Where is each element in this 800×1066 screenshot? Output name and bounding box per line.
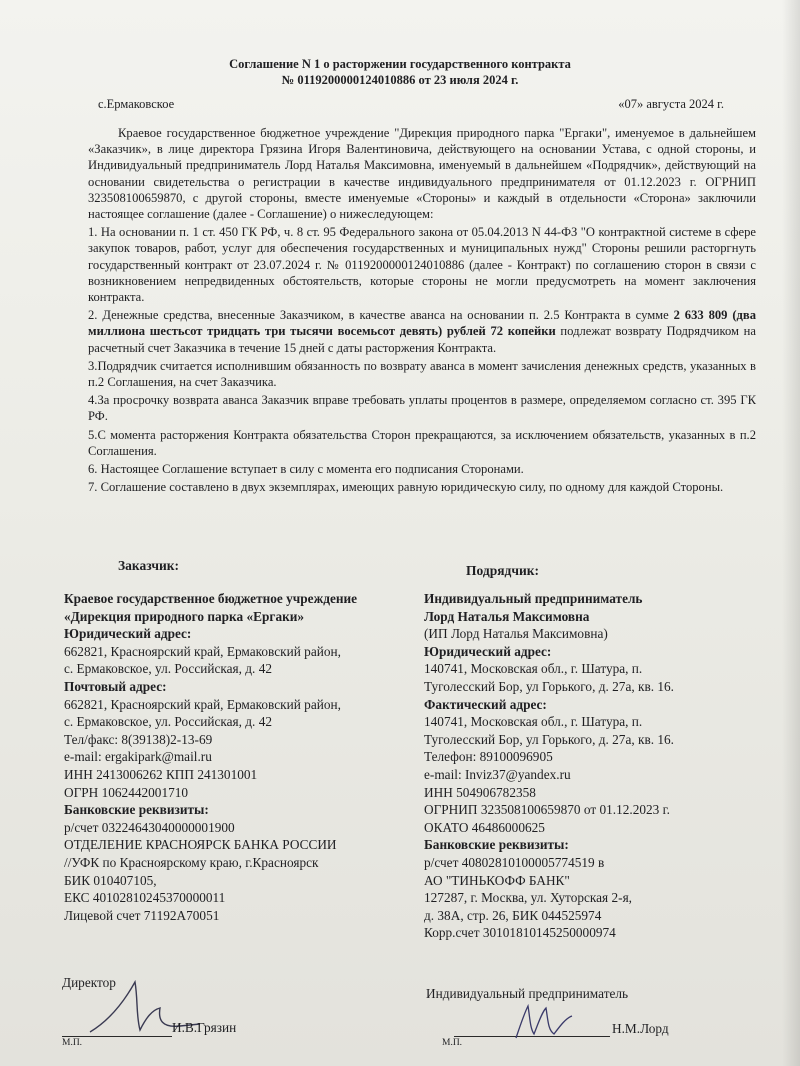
- customer-account: р/счет 03224643040000001900: [64, 819, 235, 835]
- clause-6: 6. Настоящее Соглашение вступает в силу с момента его подписания Сторонами.: [88, 462, 524, 477]
- customer-postal-2: с. Ермаковское, ул. Российская, д. 42: [64, 714, 272, 730]
- contractor-bank-address-2: д. 38А, стр. 26, БИК 044525974: [424, 907, 602, 923]
- customer-eks: ЕКС 40102810245370000011: [64, 890, 226, 906]
- document-title: [0, 56, 800, 88]
- customer-name-2: «Дирекция природного парка «Ергаки»: [64, 608, 305, 624]
- contractor-legal-label: Юридический адрес:: [424, 643, 552, 659]
- customer-legal-1: 662821, Красноярский край, Ермаковский район,: [64, 643, 341, 659]
- customer-heading: Заказчик:: [118, 558, 180, 573]
- customer-bank-label: Банковские реквизиты:: [64, 802, 209, 818]
- title-line-2: № 0119200000124010886 от 23 июля 2024 г.: [281, 73, 519, 87]
- customer-legal-label: Юридический адрес:: [64, 626, 192, 642]
- contractor-bank-address-1: 127287, г. Москва, ул. Хуторская 2-я,: [424, 890, 633, 906]
- title-line-1: Соглашение N 1 о расторжении государственного контракта: [229, 57, 571, 71]
- page-edge-shadow: [782, 0, 800, 1066]
- customer-inn: ИНН 2413006262 КПП 241301001: [64, 766, 258, 782]
- customer-postal-1: 662821, Красноярский край, Ермаковский район,: [64, 696, 341, 712]
- clause-2-end: подлежат возврату Подрядчиком на расчетный счет Заказчика в течение 15 дней с даты расторжения Контракта.: [88, 324, 756, 355]
- contractor-actual-2: Туголесский Бор, ул Горького, д. 27а, кв. 16.: [424, 731, 674, 747]
- clause-4: 4.За просрочку возврата аванса Заказчик вправе требовать уплаты процентов в размере, определяемом согласно ст. 395 ГК РФ.: [88, 393, 756, 424]
- contractor-actual-1: 140741, Московская обл., г. Шатура, п.: [424, 714, 643, 730]
- contractor-ogrnip: ОГРНИП 323508100659870 от 01.12.2023 г.: [424, 802, 670, 818]
- customer-bank-1: ОТДЕЛЕНИЕ КРАСНОЯРСК БАНКА РОССИИ: [64, 837, 337, 853]
- clause-5: 5.С момента расторжения Контракта обязательства Сторон прекращаются, за исключением обязательств, указанных в п.2 Соглашения.: [88, 427, 756, 458]
- contractor-legal-2: Туголесский Бор, ул Горького, д. 27а, кв. 16.: [424, 678, 674, 694]
- contractor-actual-label: Фактический адрес:: [424, 696, 547, 712]
- contractor-email: e-mail: Inviz37@yandex.ru: [424, 766, 571, 782]
- customer-email: e-mail: ergakipark@mail.ru: [64, 749, 212, 765]
- customer-personal-account: Лицевой счет 71192А70051: [64, 907, 220, 923]
- contractor-name-1: Индивидуальный предприниматель: [424, 591, 643, 606]
- clause-3: 3.Подрядчик считается исполнившим обязанность по возврату аванса в момент зачисления денежных средств, указанных в п.2 Соглашения, на счет Заказчика.: [88, 358, 756, 390]
- customer-bank-2: //УФК по Красноярскому краю, г.Красноярск: [64, 854, 319, 870]
- contractor-bank-1: АО "ТИНЬКОФФ БАНК": [424, 872, 570, 888]
- customer-legal-2: с. Ермаковское, ул. Российская, д. 42: [64, 661, 272, 677]
- contractor-signature: [508, 1000, 588, 1044]
- customer-name-1: Краевое государственное бюджетное учреждение: [64, 591, 358, 606]
- contractor-account: р/счет 40802810100005774519 в: [424, 854, 605, 870]
- contractor-bank-label: Банковские реквизиты:: [424, 837, 569, 853]
- contractor-signer-name: Н.М.Лорд: [612, 1021, 669, 1036]
- preamble: Краевое государственное бюджетное учреждение "Дирекция природного парка "Ергаки", именуемое в дальнейшем «Заказчик», в лице директора Грязина Игоря Валентиновича, действующего на основании Устава, с одной стороны, и Индивидуальный предприниматель Лорд Наталья Максимовна, именуемый в дальнейшем «Подрядчик», действующий на основании свидетельства о регистрации в качестве индивидуального предпринимателя от 01.12.2023 г. ОГРНИП 323508100659870, с другой стороны, вместе именуемые «Стороны» и каждый в отдельности «Сторона» заключили настоящее соглашение (далее - Соглашение) о нижеследующем:: [88, 126, 756, 222]
- place-of-signing: с.Ермаковское: [98, 97, 175, 111]
- customer-stamp-place: М.П.: [62, 1038, 83, 1048]
- clause-2-amount: 2 633 809 (два миллиона шестьсот тридцать три тысячи восемьсот девять) рублей 72 копейки: [88, 308, 757, 339]
- customer-bik: БИК 010407105,: [64, 872, 157, 888]
- customer-phone: Тел/факс: 8(39138)2-13-69: [64, 731, 213, 747]
- contractor-stamp-place: М.П.: [442, 1038, 463, 1048]
- contractor-inn: ИНН 504906782358: [424, 784, 536, 800]
- clause-2: [88, 307, 756, 356]
- contractor-corr-account: Корр.счет 30101810145250000974: [424, 925, 616, 941]
- document-date: «07» августа 2024 г.: [618, 97, 724, 111]
- customer-postal-label: Почтовый адрес:: [64, 678, 167, 694]
- clause-7: 7. Соглашение составлено в двух экземплярах, имеющих равную юридическую силу, по одному для каждой Стороны.: [88, 480, 724, 495]
- clause-1: 1. На основании п. 1 ст. 450 ГК РФ, ч. 8 ст. 95 Федерального закона от 05.04.2013 N 44-ФЗ "О контрактной системе в сфере закупок товаров, работ, услуг для обеспечения государственных и муниципальных нужд" Стороны решили расторгнуть государственный контракт от 23.07.2024 г. № 0119200000124010886 (далее - Контракт) по соглашению сторон в связи с возникновением непредвиденных обстоятельств, которые стороны не могли предусмотреть на момент заключения контракта.: [88, 225, 756, 305]
- contractor-heading: Подрядчик:: [466, 563, 539, 578]
- clause-2-start: 2. Денежные средства, внесенные Заказчиком, в качестве аванса на основании п. 2.5 Контракта в сумме: [88, 308, 669, 323]
- contractor-short-name: (ИП Лорд Наталья Максимовна): [424, 626, 608, 642]
- contractor-phone: Телефон: 89100096905: [424, 749, 553, 765]
- contractor-signer-role: Индивидуальный предприниматель: [426, 986, 629, 1001]
- contractor-details: [424, 590, 764, 942]
- customer-ogrn: ОГРН 1062442001710: [64, 784, 189, 800]
- customer-details: [64, 590, 414, 924]
- agreement-body: [88, 125, 756, 497]
- contractor-name-2: Лорд Наталья Максимовна: [424, 608, 590, 624]
- customer-signer-name: И.В.Грязин: [172, 1020, 237, 1035]
- contractor-legal-1: 140741, Московская обл., г. Шатура, п.: [424, 661, 643, 677]
- contractor-okato: ОКАТО 46486000625: [424, 819, 545, 835]
- customer-signer-role: Директор: [62, 975, 116, 990]
